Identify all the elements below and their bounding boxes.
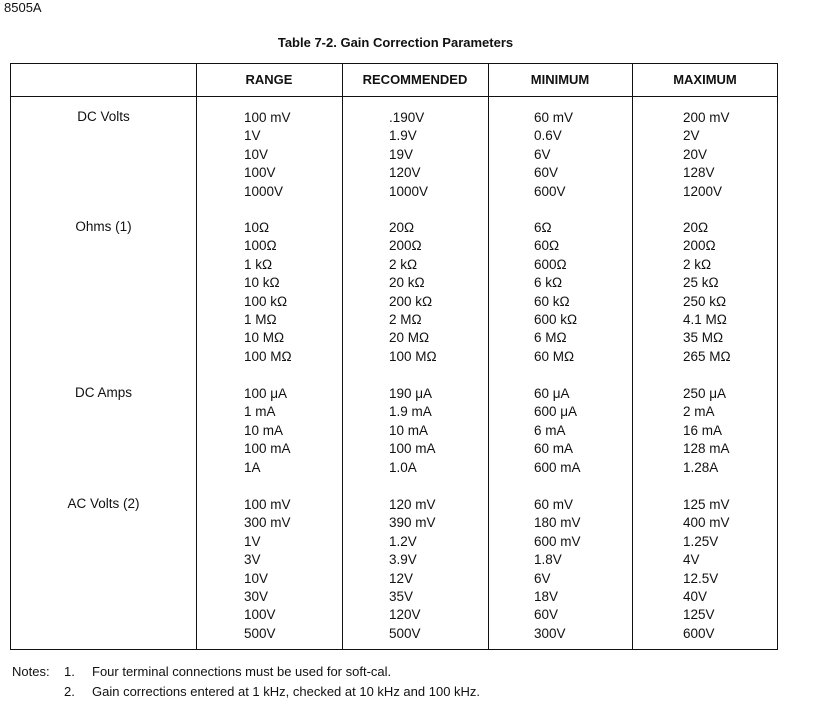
- recommended-column: [389, 496, 436, 643]
- table-cell: 10 MΩ: [244, 330, 285, 346]
- table-cell: 20 MΩ: [389, 330, 430, 346]
- table-cell: 2V: [683, 128, 700, 144]
- section-label: Ohms (1): [75, 219, 132, 234]
- range-column: [244, 109, 291, 201]
- maximum-column: [683, 385, 730, 477]
- table-cell: 60 μA: [534, 386, 570, 401]
- column-divider: [488, 64, 489, 649]
- table-cell: 600 kΩ: [534, 312, 578, 328]
- table-cell: 390 mV: [389, 515, 436, 531]
- table-cell: 10 mA: [389, 422, 429, 438]
- table-cell: 1000V: [389, 183, 429, 199]
- table-cell: 100V: [244, 607, 276, 623]
- column-divider: [196, 64, 197, 649]
- table-cell: 300 mV: [244, 515, 291, 531]
- table-cell: 600 mA: [534, 459, 581, 475]
- table-cell: .190V: [389, 110, 425, 125]
- table-cell: 265 MΩ: [683, 348, 731, 364]
- header-maximum: MAXIMUM: [673, 72, 737, 87]
- table-cell: 12V: [389, 570, 414, 586]
- section-label: DC Amps: [74, 385, 132, 400]
- table-cell: 1.8V: [534, 552, 562, 568]
- note-number: 1.: [64, 664, 75, 679]
- table-cell: 180 mV: [534, 515, 581, 531]
- table-cell: 600 mV: [534, 533, 581, 549]
- column-divider: [342, 64, 343, 649]
- recommended-column: [389, 219, 437, 366]
- table-cell: 35V: [389, 589, 414, 605]
- maximum-column: [683, 496, 730, 643]
- table-cell: 1 kΩ: [244, 256, 273, 272]
- table-cell: 10V: [244, 146, 269, 162]
- table-cell: 18V: [534, 589, 559, 605]
- recommended-column: [389, 109, 428, 201]
- table-cell: 20Ω: [683, 220, 709, 235]
- table-cell: 60 MΩ: [534, 348, 575, 364]
- model-number: 8505A: [4, 0, 42, 15]
- minimum-column: [534, 496, 581, 643]
- maximum-column: [683, 219, 731, 366]
- section-label: DC Volts: [77, 109, 130, 124]
- table-cell: 20Ω: [389, 220, 415, 235]
- minimum-column: [534, 109, 573, 201]
- maximum-column: [683, 109, 730, 201]
- table-cell: 6 mA: [534, 422, 566, 438]
- table-cell: 100Ω: [244, 238, 277, 254]
- table-cell: 300V: [534, 625, 566, 641]
- table-cell: 120V: [389, 607, 421, 623]
- column-divider: [632, 64, 633, 649]
- table-cell: 10V: [244, 570, 269, 586]
- table-cell: 128 mA: [683, 441, 730, 457]
- table-cell: 250 μA: [683, 386, 727, 401]
- table-cell: 128V: [683, 165, 715, 181]
- recommended-column: [389, 385, 436, 477]
- table-cell: 6V: [534, 570, 551, 586]
- note-text: Four terminal connections must be used for soft-cal.: [92, 664, 392, 679]
- table-cell: 100 mV: [244, 110, 291, 125]
- header-minimum: MINIMUM: [530, 72, 590, 87]
- table-cell: 600V: [683, 625, 715, 641]
- table-cell: 4.1 MΩ: [683, 312, 727, 328]
- range-column: [244, 385, 291, 477]
- table-cell: 2 kΩ: [389, 256, 418, 272]
- table-cell: 20 kΩ: [389, 275, 425, 291]
- table-cell: 10 mA: [244, 422, 284, 438]
- section-label: AC Volts (2): [67, 496, 140, 511]
- table-cell: 100V: [244, 165, 276, 181]
- table-cell: 6V: [534, 146, 551, 162]
- table-cell: 6 MΩ: [534, 330, 567, 346]
- notes-lead: Notes:: [12, 664, 50, 679]
- table-cell: 60 mV: [534, 110, 574, 125]
- table-cell: 1.9 mA: [389, 404, 432, 420]
- table-cell: 1V: [244, 533, 261, 549]
- table-cell: 20V: [683, 146, 708, 162]
- table-cell: 120 mV: [389, 497, 436, 512]
- table-cell: 60 kΩ: [534, 293, 570, 309]
- table-cell: 600 μA: [534, 404, 578, 420]
- minimum-column: [534, 219, 577, 366]
- table-cell: 3.9V: [389, 552, 417, 568]
- table-cell: 10 kΩ: [244, 275, 280, 291]
- gain-correction-table: [10, 63, 778, 650]
- table-cell: 30V: [244, 589, 269, 605]
- table-cell: 125V: [683, 607, 715, 623]
- table-cell: 600Ω: [534, 256, 567, 272]
- table-cell: 2 kΩ: [683, 256, 712, 272]
- table-cell: 1.28A: [683, 459, 719, 475]
- table-cell: 100 mA: [244, 441, 291, 457]
- table-cell: 4V: [683, 552, 700, 568]
- table-cell: 100 mA: [389, 441, 436, 457]
- table-cell: 100 MΩ: [389, 348, 437, 364]
- table-cell: 250 kΩ: [683, 293, 727, 309]
- table-cell: 1A: [244, 459, 261, 475]
- table-cell: 60Ω: [534, 238, 560, 254]
- table-cell: 100 mV: [244, 497, 291, 512]
- table-cell: 190 μA: [389, 386, 433, 401]
- table-cell: 60 mA: [534, 441, 574, 457]
- table-cell: 16 mA: [683, 422, 723, 438]
- table-cell: 6 kΩ: [534, 275, 563, 291]
- table-title: Table 7-2. Gain Correction Parameters: [277, 35, 514, 50]
- header-divider: [11, 96, 777, 97]
- table-cell: 100 MΩ: [244, 348, 292, 364]
- table-cell: 1 MΩ: [244, 312, 277, 328]
- table-cell: 1000V: [244, 183, 284, 199]
- minimum-column: [534, 385, 581, 477]
- table-cell: 120V: [389, 165, 421, 181]
- table-cell: 1.25V: [683, 533, 719, 549]
- table-cell: 100 kΩ: [244, 293, 288, 309]
- table-cell: 0.6V: [534, 128, 562, 144]
- table-cell: 3V: [244, 552, 261, 568]
- header-recommended: RECOMMENDED: [362, 72, 468, 87]
- table-cell: 60V: [534, 607, 559, 623]
- table-cell: 1 mA: [244, 404, 276, 420]
- table-cell: 12.5V: [683, 570, 719, 586]
- table-cell: 1200V: [683, 183, 723, 199]
- table-cell: 1.0A: [389, 459, 417, 475]
- table-cell: 1.9V: [389, 128, 417, 144]
- table-cell: 60V: [534, 165, 559, 181]
- range-column: [244, 496, 291, 643]
- table-cell: 35 MΩ: [683, 330, 724, 346]
- table-cell: 1.2V: [389, 533, 417, 549]
- table-cell: 40V: [683, 589, 708, 605]
- table-cell: 200 kΩ: [389, 293, 433, 309]
- table-cell: 200 mV: [683, 110, 730, 125]
- table-cell: 600V: [534, 183, 566, 199]
- table-cell: 25 kΩ: [683, 275, 719, 291]
- range-column: [244, 219, 292, 366]
- table-cell: 2 mA: [683, 404, 715, 420]
- table-cell: 6Ω: [534, 220, 552, 235]
- header-range: RANGE: [245, 72, 293, 87]
- table-cell: 500V: [244, 625, 276, 641]
- table-cell: 200Ω: [683, 238, 716, 254]
- table-cell: 2 MΩ: [389, 312, 422, 328]
- table-cell: 19V: [389, 146, 414, 162]
- note-number: 2.: [64, 684, 75, 699]
- table-cell: 500V: [389, 625, 421, 641]
- table-cell: 125 mV: [683, 497, 730, 512]
- table-cell: 1V: [244, 128, 261, 144]
- table-cell: 100 μA: [244, 386, 288, 401]
- table-cell: 60 mV: [534, 497, 574, 512]
- table-cell: 200Ω: [389, 238, 422, 254]
- table-cell: 10Ω: [244, 220, 270, 235]
- table-cell: 400 mV: [683, 515, 730, 531]
- note-text: Gain corrections entered at 1 kHz, checked at 10 kHz and 100 kHz.: [92, 684, 481, 699]
